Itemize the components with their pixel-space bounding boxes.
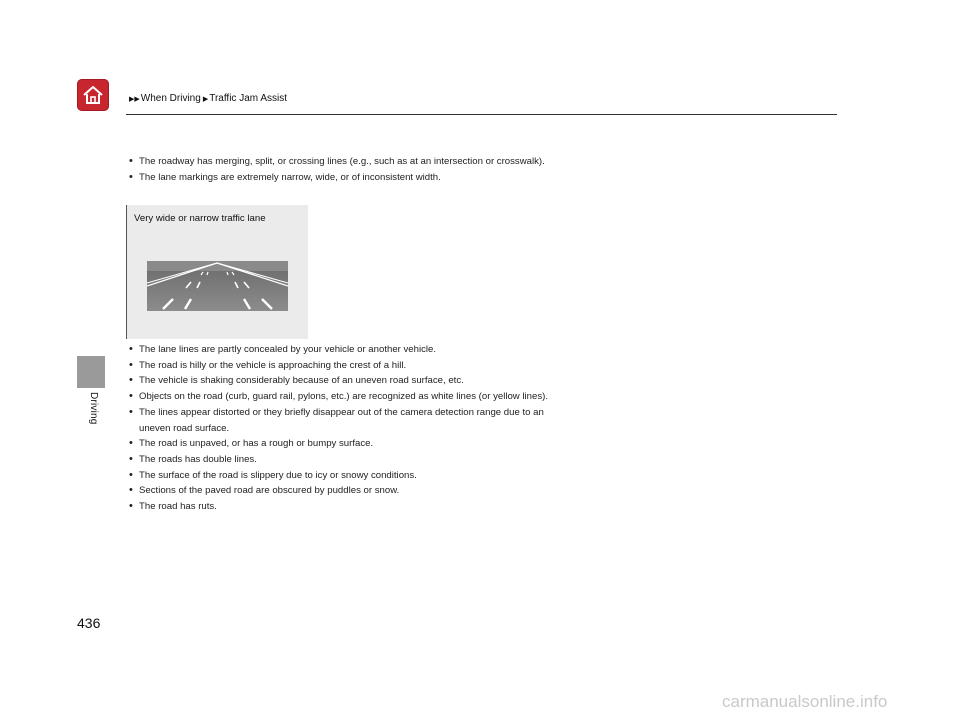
list-item: • The road is hilly or the vehicle is approaching the crest of a hill. <box>129 358 569 374</box>
condition-list <box>129 154 569 185</box>
page-number: 436 <box>77 615 101 631</box>
list-item: • Objects on the road (curb, guard rail, pylons, etc.) are recognized as white lines (or yellow lines). <box>129 389 569 405</box>
section-tab-marker <box>77 356 105 388</box>
list-item: • The road has ruts. <box>129 499 569 515</box>
home-button[interactable] <box>77 79 109 111</box>
breadcrumb <box>128 93 288 104</box>
list-item: • The road is unpaved, or has a rough or bumpy surface. <box>129 436 569 452</box>
triangle-right-icon: ▶ <box>202 95 209 103</box>
breadcrumb-item[interactable]: When Driving <box>140 93 201 104</box>
header-divider <box>126 114 837 115</box>
watermark: carmanualsonline.info <box>722 692 888 711</box>
list-item: • The roads has double lines. <box>129 452 569 468</box>
list-item: • The lane markings are extremely narrow, wide, or of inconsistent width. <box>129 170 569 186</box>
breadcrumb-item[interactable]: Traffic Jam Assist <box>209 93 287 104</box>
list-item: • The surface of the road is slippery due to icy or snowy conditions. <box>129 468 569 484</box>
road-lanes-illustration <box>147 261 288 311</box>
section-label: Driving <box>88 392 99 425</box>
condition-list <box>129 342 569 515</box>
figure-caption: Very wide or narrow traffic lane <box>134 213 266 224</box>
list-item: • The lane lines are partly concealed by your vehicle or another vehicle. <box>129 342 569 358</box>
list-item: • The vehicle is shaking considerably because of an uneven road surface, etc. <box>129 373 569 389</box>
list-item: • Sections of the paved road are obscured by puddles or snow. <box>129 483 569 499</box>
lane-illustration <box>126 205 308 339</box>
home-icon <box>81 83 105 107</box>
triangle-right-icon: ▶▶ <box>129 95 140 103</box>
list-item: • The lines appear distorted or they briefly disappear out of the camera detection range due to an uneven road surface. <box>129 405 569 436</box>
list-item: • The roadway has merging, split, or crossing lines (e.g., such as at an intersection or crosswalk). <box>129 154 569 170</box>
